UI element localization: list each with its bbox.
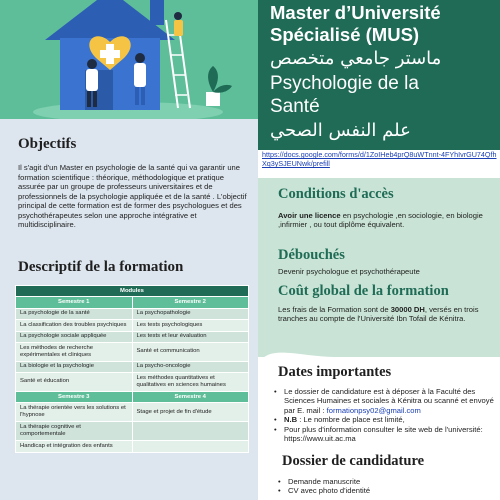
- list-item: [272, 425, 496, 444]
- contact-email-link[interactable]: formationpsy02@gmail.com: [326, 405, 421, 415]
- conditions-text-rest: en psychologie ,en sociologie, en biologie ,infirmier , ou tout diplôme équivalent.: [278, 211, 483, 230]
- table-cell: Les méthodes de recherche expérimentales et cliniques: [16, 343, 133, 362]
- cout-amount: 30000 DH: [390, 305, 425, 314]
- title-line-1: Master d’Université: [270, 2, 441, 23]
- table-cell: [132, 441, 249, 452]
- title-line-4: Santé: [270, 96, 320, 117]
- cout-text-1: Les frais de la Formation sont de: [278, 305, 391, 314]
- title-arabic-1: ماستر جامعي متخصص: [270, 48, 442, 69]
- table-row: [16, 331, 249, 342]
- dates-item-1: Le dossier de candidature est à déposer à la Faculté des Sciences Humaines et sociales à Kénitra ou scanné et envoyé par E. mail :: [284, 387, 494, 415]
- table-cell: Santé et éducation: [16, 373, 133, 392]
- table-header-semestre-2: Semestre 2: [132, 297, 249, 308]
- table-cell: La thérapie orientée vers les solutions et l'hypnose: [16, 403, 133, 422]
- cout-heading: Coût global de la formation: [278, 283, 449, 299]
- dates-item-2-bold: N.B: [284, 415, 298, 425]
- conditions-text: [278, 211, 494, 229]
- table-cell: La biologie et la psychologie: [16, 361, 133, 372]
- table-row: [16, 441, 249, 452]
- dossier-heading: Dossier de candidature: [282, 453, 425, 469]
- hero-illustration: [0, 0, 258, 119]
- title-block: [258, 0, 500, 150]
- table-header-semestre-1: Semestre 1: [16, 297, 133, 308]
- dossier-list: [276, 477, 496, 496]
- table-cell: Les méthodes quantitatives et qualitatives en sciences humaines: [132, 373, 249, 392]
- table-cell: Les tests psychologiques: [132, 320, 249, 331]
- dates-item-2-rest: : Le nombre de place est limité,: [297, 415, 405, 425]
- table-header-semestre-3: Semestre 3: [16, 392, 133, 403]
- list-item: • Demande manuscrite: [276, 477, 496, 486]
- dates-list: [272, 387, 496, 443]
- dates-heading: Dates importantes: [278, 364, 392, 380]
- registration-form-link[interactable]: https://docs.google.com/forms/d/1ZoIHeb4prQ8uWTnnt-4FYhIvrGU74QfhXq3ySJEUNwk/prefill: [262, 150, 497, 168]
- table-cell: [132, 422, 249, 441]
- table-row: [16, 403, 249, 422]
- house-heart-icon: [0, 0, 258, 119]
- title-arabic-2: علم النفس الصحي: [270, 120, 411, 141]
- list-item: [272, 387, 496, 415]
- table-cell: Handicap et intégration des enfants: [16, 441, 133, 452]
- table-cell: Santé et communication: [132, 343, 249, 362]
- table-header-semestre-4: Semestre 4: [132, 392, 249, 403]
- table-cell: La thérapie cognitive et comportementale: [16, 422, 133, 441]
- descriptif-heading: Descriptif de la formation: [18, 259, 184, 275]
- table-row: [16, 422, 249, 441]
- list-item: • CV avec photo d'identité: [276, 486, 496, 495]
- dates-item-3: Pour plus d'information consulter le site web de l'université: https://www.uit.ac.ma: [284, 424, 483, 444]
- cout-text-2: , versés en trois tranches au compte de l'Université Ibn Tofail de Kénitra.: [278, 305, 479, 324]
- table-title: Modules: [16, 286, 249, 297]
- modules-table: [15, 285, 249, 453]
- table-row: [16, 373, 249, 392]
- objectifs-text: Il s'agit d'un Master en psychologie de la santé qui va garantir une formation scientifique : théorique, méthodologique et pratique assurée par un groupe de professeurs universitaires et de professionnels de la psychologie appliquée et de la santé . L'objectif principal de cette formation est de former des psychologues et des psychothérapeutes selon une approche intégrative et multidisciplinaire.: [18, 163, 247, 229]
- list-item: [272, 415, 496, 424]
- table-row: [16, 320, 249, 331]
- cout-text: [278, 305, 498, 323]
- objectifs-heading: Objectifs: [18, 136, 77, 152]
- table-cell: La psychologie de la santé: [16, 308, 133, 319]
- table-row: [16, 361, 249, 372]
- debouches-heading: Débouchés: [278, 247, 345, 263]
- table-cell: Stage et projet de fin d'étude: [132, 403, 249, 422]
- title-line-2: Spécialisé (MUS): [270, 24, 420, 45]
- table-cell: La psycho-oncologie: [132, 361, 249, 372]
- table-row: [16, 343, 249, 362]
- table-cell: La classification des troubles psychiques: [16, 320, 133, 331]
- table-cell: Les tests et leur évaluation: [132, 331, 249, 342]
- table-row: [16, 308, 249, 319]
- conditions-heading: Conditions d'accès: [278, 186, 394, 202]
- debouches-text: Devenir psychologue et psychothérapeute: [278, 267, 420, 276]
- conditions-text-bold: Avoir une licence: [278, 211, 341, 220]
- table-cell: La psychopathologie: [132, 308, 249, 319]
- title-line-3: Psychologie de la: [270, 73, 419, 94]
- table-cell: La psychologie sociale appliquée: [16, 331, 133, 342]
